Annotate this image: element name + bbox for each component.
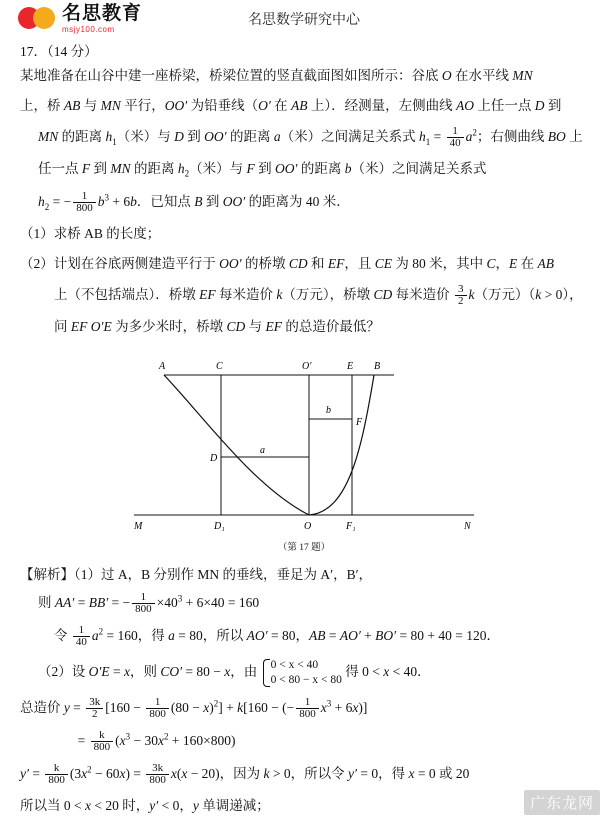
question-line-1: 某地准备在山谷中建一座桥梁，桥梁位置的竖直截面图如图所示：谷底 O 在水平线 MN	[20, 68, 533, 83]
question-part-2-line-2: 上（不包括端点）．桥墩 EF 每米造价 k（万元），桥墩 CD 每米造价 $\frac{3}{2}$ k（万元）（k > 0），	[54, 282, 583, 308]
svg-text:O′: O′	[302, 360, 312, 372]
page-title: 名思数学研究中心	[248, 11, 360, 27]
solution-line-2: 则 AA′ = BB′ = − $\frac{1}{800}$ $\times 40^3 + 6\times 40 = 160$	[38, 590, 260, 616]
svg-text:B: B	[374, 360, 381, 372]
question-part-1: （1）求桥 AB 的长度；	[20, 225, 161, 241]
document-content	[0, 40, 608, 817]
svg-text:D₁: D₁	[214, 520, 225, 532]
solution-line-3: 令 $\frac{1}{40}$ $a^2 = 160$，得 a = 80，所以 AO′ = 80，AB = AO′ + BO′ = 80 + 40 = 120．	[54, 623, 500, 649]
case-brace	[261, 658, 342, 688]
svg-text:C: C	[216, 360, 223, 372]
geometry-figure	[124, 347, 484, 537]
logo-website: msjy100.com	[62, 25, 115, 34]
question-line-2: 上，桥 AB 与 MN 平行，OO′ 为铅垂线（O′ 在 AB 上）．经测量，左侧曲线 AO 上任一点 D 到	[20, 97, 562, 113]
solution-line-5: 总造价 y = $\frac{3k}{2}$ [160 − $\frac{1}{800}$ $(80 - x)^2] + k[160$ − (− $\frac{1}{800}$ $x^3 + 6x$)]	[20, 695, 368, 721]
solution-line-4: （2）设 O′E = x，则 CO′ = 80 − x，由 0 < x < 40 0 < 80 − x < 80 得 0 < x < 40．	[38, 658, 431, 686]
solution-line-7: y′ = $\frac{k}{800}$ $(3x^2 - 60x)$ = $\frac{3k}{800}$ x(x − 20)，因为 k > 0，所以令 y′ = 0，得 x = 0 或 20	[20, 761, 470, 787]
question-line-4: 任一点 F 到 MN 的距离 $h_2$（米）与 F 到 OO′ 的距离 b（米）之间满足关系式	[38, 160, 487, 179]
solution-title: 【解析】（1）过 A，B 分别作 MN 的垂线，垂足为 A′，B′，	[20, 566, 373, 582]
question-line-5: $h_2$ = − $\frac{1}{800}$ $b^3 + 6b$．已知点 B 到 OO′ 的距离为 40 米．	[38, 189, 350, 215]
svg-text:N: N	[464, 520, 471, 532]
watermark-text: 广东龙网	[524, 790, 600, 815]
solution-line-8: 所以当 0 < x < 20 时，y′ < 0，y 单调递减；	[20, 797, 270, 813]
svg-text:D: D	[210, 452, 218, 464]
svg-text:E: E	[347, 360, 354, 372]
case-1: 0 < x < 40	[270, 658, 319, 671]
svg-text:b: b	[326, 404, 331, 416]
figure-svg	[124, 347, 484, 537]
watermark	[524, 790, 600, 815]
case-2: 0 < 80 − x < 80	[270, 673, 342, 686]
svg-text:A: A	[159, 360, 166, 372]
svg-text:a: a	[260, 444, 265, 456]
page-header	[0, 0, 608, 40]
question-part-2-line-1: （2）计划在谷底两侧建造平行于 OO′ 的桥墩 CD 和 EF，且 CE 为 80 米，其中 C，E 在 AB	[20, 255, 554, 271]
svg-text:O: O	[304, 520, 312, 532]
question-number: 17．（14 分）	[20, 44, 98, 59]
question-part-2-line-3: 问 EF O′E 为多少米时，桥墩 CD 与 EF 的总造价最低？	[54, 318, 380, 334]
figure-container	[20, 347, 588, 553]
svg-text:F₁: F₁	[346, 520, 356, 532]
solution-line-6: = $\frac{k}{800}$ $(x^3 - 30x^2 + 160\times 800)$	[54, 728, 236, 754]
figure-caption: （第 17 题）	[277, 542, 331, 553]
logo-chinese-name: 名思教育	[62, 3, 143, 24]
question-line-3: MN 的距离 $h_1$（米）与 D 到 OO′ 的距离 a（米）之间满足关系式 $h_1$ = $\frac{1}{40}$ $a^2$；右侧曲线 BO 上	[38, 124, 583, 150]
svg-text:M: M	[134, 520, 143, 532]
svg-text:F: F	[356, 416, 363, 428]
